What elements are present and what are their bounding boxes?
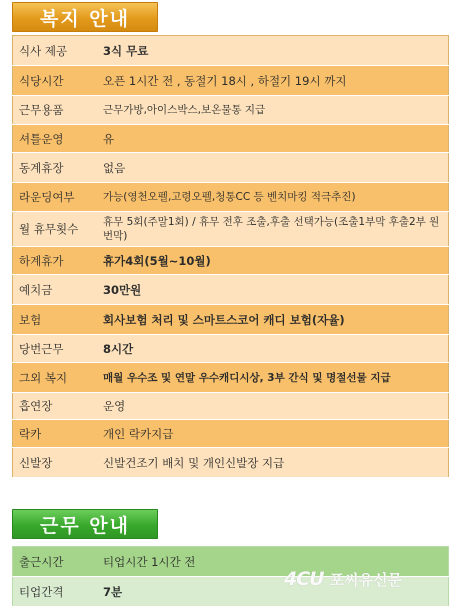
row-value: 신발건조기 배치 및 개인신발장 지급	[96, 448, 449, 478]
row-label: 동계휴장	[13, 153, 97, 183]
table-row	[13, 335, 449, 363]
row-value: 유	[96, 125, 449, 153]
row-label: 락카	[13, 420, 97, 448]
row-value: 오픈 1시간 전 , 동절기 18시 , 하절기 19시 까지	[96, 66, 449, 96]
row-label: 그외 복지	[13, 363, 97, 393]
row-label: 출근시간	[13, 547, 97, 577]
row-value: 3식 무료	[96, 36, 449, 66]
table-row	[13, 393, 449, 420]
row-value: 매월 우수조 및 연말 우수캐디시상, 3부 간식 및 명절선물 지급	[96, 363, 449, 393]
table-row	[13, 153, 449, 183]
table-row	[13, 183, 449, 212]
table-row	[13, 36, 449, 66]
row-label: 월 휴무횟수	[13, 212, 97, 247]
row-label: 근무용품	[13, 96, 97, 125]
row-value: 휴무 5회(주말1회) / 휴무 전후 조출,후출 선택가능(조출1부막 후출2부 원번막)	[96, 212, 449, 247]
row-value: 회사보험 처리 및 스마트스코어 캐디 보험(자율)	[96, 305, 449, 335]
row-label: 신발장	[13, 448, 97, 478]
row-value: 개인 락카지급	[96, 420, 449, 448]
table-row	[13, 212, 449, 247]
table-row	[13, 275, 449, 305]
row-label: 셔틀운영	[13, 125, 97, 153]
table-row	[13, 448, 449, 478]
table-row	[13, 305, 449, 335]
row-value: 가능(영천오펠,고령오펠,청통CC 등 벤치마킹 적극추진)	[96, 183, 449, 212]
row-label: 식사 제공	[13, 36, 97, 66]
row-label: 보험	[13, 305, 97, 335]
row-value: 없음	[96, 153, 449, 183]
row-label: 하계휴가	[13, 247, 97, 275]
watermark-logo	[284, 566, 454, 592]
table-row	[13, 125, 449, 153]
welfare-section-title: 복지 안내	[12, 2, 158, 32]
watermark-text: 포씨유신문	[329, 570, 403, 589]
table-row	[13, 66, 449, 96]
row-label: 당번근무	[13, 335, 97, 363]
row-label: 식당시간	[13, 66, 97, 96]
row-value: 8시간	[96, 335, 449, 363]
row-value: 30만원	[96, 275, 449, 305]
row-label: 라운딩여부	[13, 183, 97, 212]
row-value: 근무가방,아이스박스,보온물통 지급	[96, 96, 449, 125]
work-section-title: 근무 안내	[12, 509, 158, 539]
table-row	[13, 247, 449, 275]
watermark-mark: 4CU	[284, 568, 324, 590]
row-value: 티업시간 1시간 전	[96, 547, 449, 577]
row-value: 운영	[96, 393, 449, 420]
row-label: 흡연장	[13, 393, 97, 420]
row-label: 예치금	[13, 275, 97, 305]
welfare-table	[12, 35, 449, 478]
table-row	[13, 420, 449, 448]
row-label: 티업간격	[13, 577, 97, 607]
table-row	[13, 363, 449, 393]
row-value: 7분	[96, 577, 449, 607]
row-value: 휴가4회(5월~10월)	[96, 247, 449, 275]
table-row	[13, 96, 449, 125]
